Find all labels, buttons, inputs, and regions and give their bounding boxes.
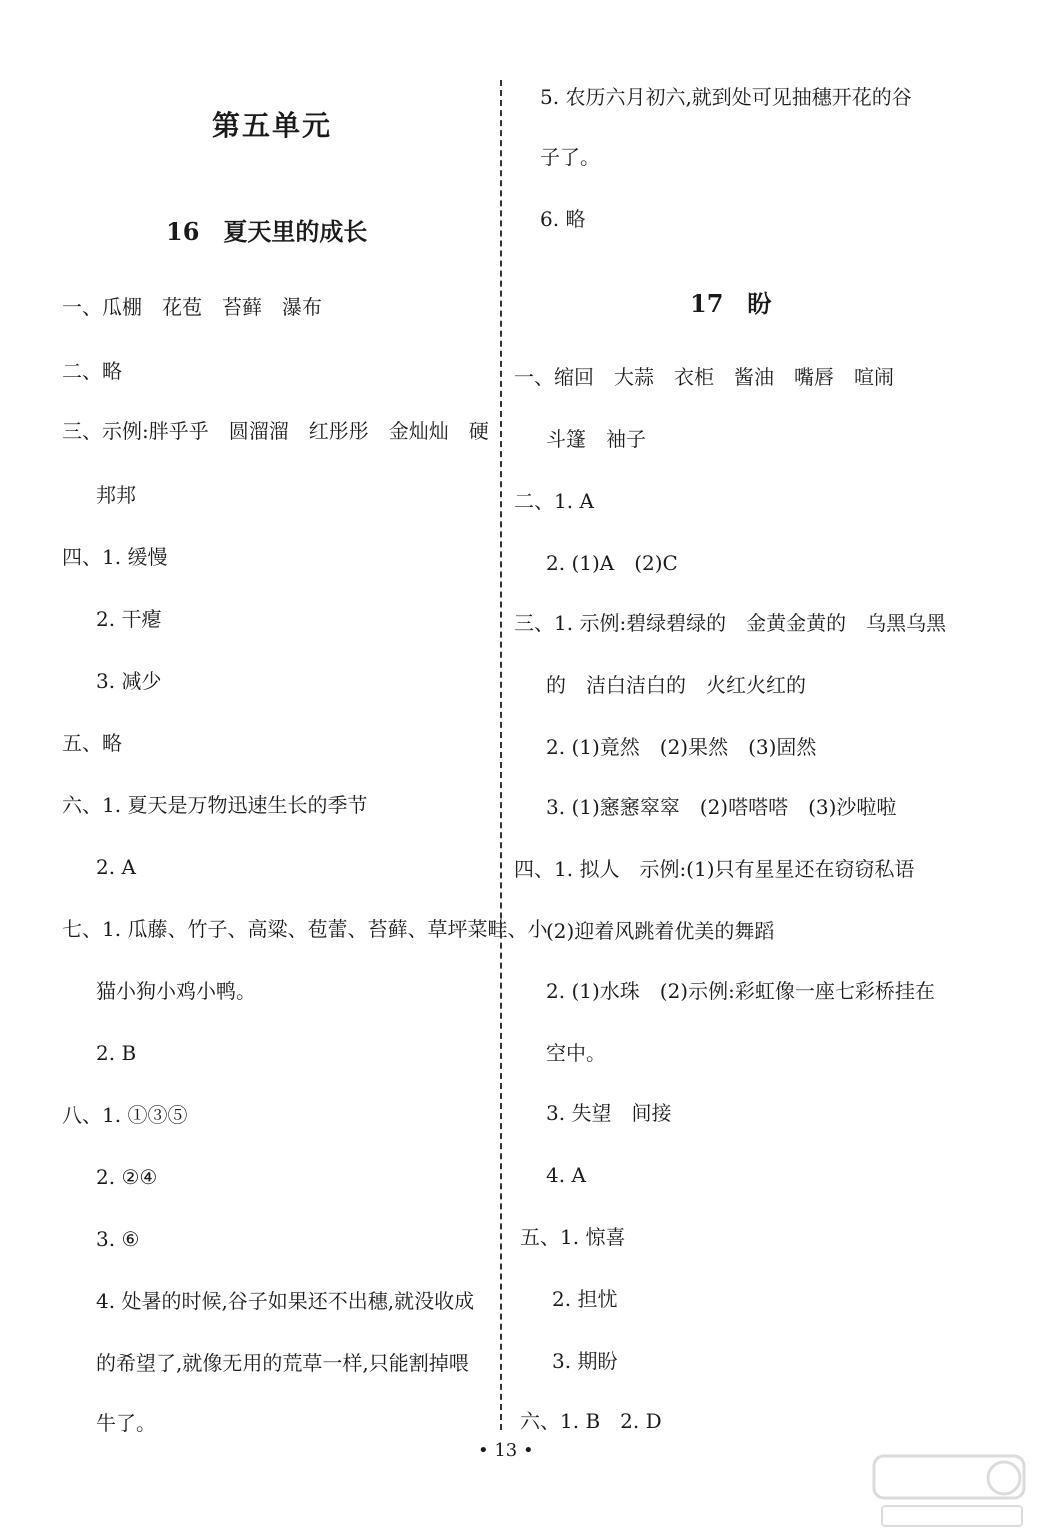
page-number: • 13 • [478, 1440, 534, 1461]
answer-line: 3. 期盼 [552, 1349, 618, 1373]
answer-line: 二、略 [62, 359, 122, 383]
lesson-17-title: 17 盼 [690, 289, 772, 318]
answer-line: 4. A [546, 1163, 586, 1187]
answer-line: 一、缩回 大蒜 衣柜 酱油 嘴唇 喧闹 [514, 365, 894, 389]
answer-line: 六、1. B 2. D [520, 1409, 662, 1433]
watermark-logo [872, 1454, 1032, 1532]
answer-line: 2. B [96, 1041, 137, 1065]
answer-line: 七、1. 瓜藤、竹子、高粱、苞蕾、苔藓、草坪菜畦、小 [62, 917, 548, 941]
answer-line: 3. ⑥ [96, 1227, 140, 1251]
answer-line: 邦邦 [96, 483, 136, 507]
answer-line: 牛了。 [96, 1411, 156, 1435]
answer-line: 6. 略 [540, 207, 586, 231]
lesson-16-title: 16 夏天里的成长 [166, 217, 368, 246]
answer-line: 2. (1)竟然 (2)果然 (3)固然 [546, 735, 817, 759]
answer-line: 3. 减少 [96, 669, 162, 693]
answer-line: 2. 担忧 [552, 1287, 618, 1311]
answer-line: 五、1. 惊喜 [520, 1225, 626, 1249]
answer-line: (2)迎着风跳着优美的舞蹈 [546, 919, 775, 943]
column-divider [500, 80, 502, 1430]
answer-line: 四、1. 缓慢 [62, 545, 168, 569]
answer-line: 八、1. ①③⑤ [62, 1103, 188, 1127]
answer-line: 的希望了,就像无用的荒草一样,只能割掉喂 [96, 1351, 469, 1375]
answer-line: 2. ②④ [96, 1165, 158, 1189]
answer-line: 四、1. 拟人 示例:(1)只有星星还在窃窃私语 [514, 857, 915, 881]
answer-line: 的 洁白洁白的 火红火红的 [546, 673, 806, 697]
answer-line: 空中。 [546, 1041, 606, 1065]
unit-title: 第五单元 [212, 109, 333, 142]
answer-line: 三、示例:胖乎乎 圆溜溜 红彤彤 金灿灿 硬 [62, 419, 489, 443]
answer-line: 斗篷 袖子 [546, 427, 646, 451]
answer-line: 六、1. 夏天是万物迅速生长的季节 [62, 793, 368, 817]
answer-line: 5. 农历六月初六,就到处可见抽穗开花的谷 [540, 85, 912, 109]
answer-line: 一、瓜棚 花苞 苔藓 瀑布 [62, 295, 322, 319]
answer-line: 二、1. A [514, 489, 594, 513]
answer-line: 五、略 [62, 731, 122, 755]
answer-line: 2. (1)水珠 (2)示例:彩虹像一座七彩桥挂在 [546, 979, 935, 1003]
answer-line: 2. A [96, 855, 136, 879]
answer-line: 子了。 [540, 145, 600, 169]
answer-line: 猫小狗小鸡小鸭。 [96, 979, 256, 1003]
answer-line: 2. 干瘪 [96, 607, 162, 631]
answer-line: 2. (1)A (2)C [546, 551, 678, 575]
answer-line: 3. 失望 间接 [546, 1101, 672, 1125]
answer-line: 三、1. 示例:碧绿碧绿的 金黄金黄的 乌黑乌黑 [514, 611, 947, 635]
answer-line: 3. (1)窸窸窣窣 (2)嗒嗒嗒 (3)沙啦啦 [546, 795, 897, 819]
answer-line: 4. 处暑的时候,谷子如果还不出穗,就没收成 [96, 1289, 475, 1313]
